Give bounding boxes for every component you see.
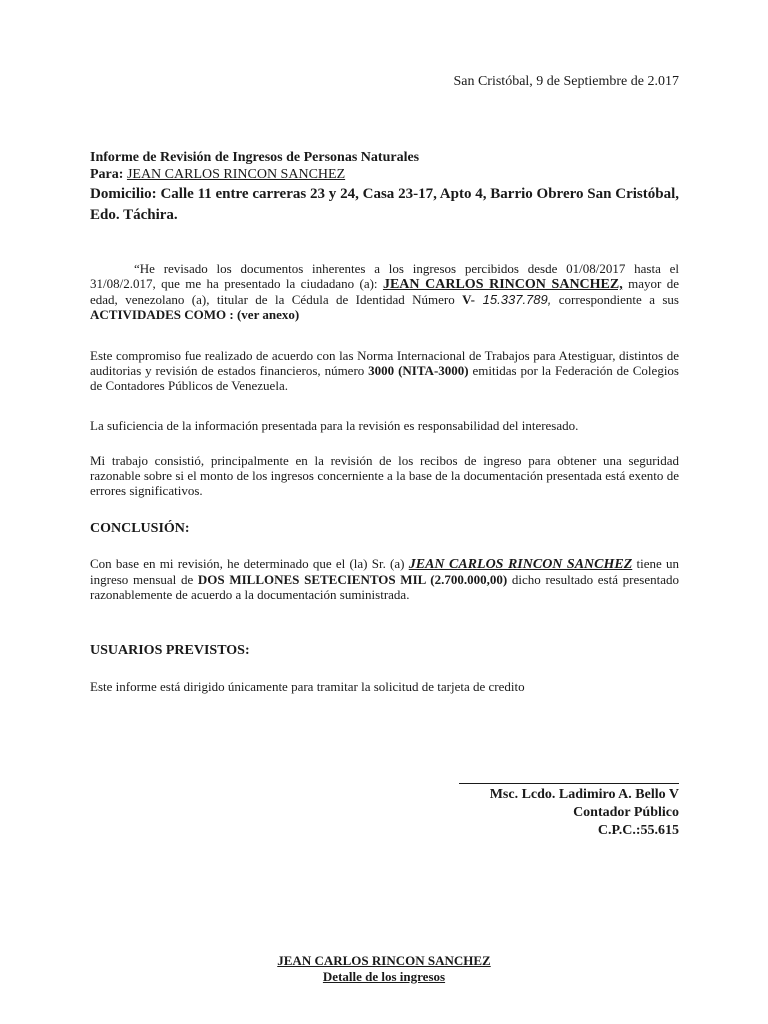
p1-text-3: correspondiente a sus xyxy=(551,292,679,307)
domicilio-line xyxy=(90,184,679,226)
usuarios-heading: USUARIOS PREVISTOS: xyxy=(90,643,250,658)
cedula-prefix: V- xyxy=(462,292,475,307)
p1-client-name: JEAN CARLOS RINCON SANCHEZ, xyxy=(382,277,623,292)
footer-block xyxy=(0,953,768,985)
conclusion-heading: CONCLUSIÓN: xyxy=(90,521,190,536)
paragraph-trabajo: Mi trabajo consistió, principalmente en la revisión de los recibos de ingreso para obtener una seguridad razonable sobre si el monto de los ingresos concerniente a la base de la documentación presentada está exento de errores significativos. xyxy=(90,453,679,498)
p2-text-1: Este compromiso fue realizado de acuerdo con las Norma Internacional de Trabajos para Atestiguar, distintos de auditorias y revisión de estados financieros, número xyxy=(90,348,679,378)
signer-cpc: C.P.C.:55.615 xyxy=(597,823,679,838)
actividades-label: ACTIVIDADES COMO : (ver anexo) xyxy=(90,307,300,322)
footer-subtitle: Detalle de los ingresos xyxy=(322,969,446,984)
p2-text-2: emitidas por la Federación de Colegios de Contadores Públicos de Venezuela. xyxy=(90,363,679,393)
paragraph-review xyxy=(90,261,679,322)
p5-text-3: dicho resultado está presentado razonablemente de acuerdo a la documentación suministrada. xyxy=(90,572,679,602)
recipient-line xyxy=(90,166,679,183)
signature-line xyxy=(459,783,679,784)
paragraph-conclusion xyxy=(90,556,679,602)
para-label: Para: xyxy=(90,167,124,182)
recipient-name: JEAN CARLOS RINCON SANCHEZ xyxy=(126,167,346,182)
paragraph-usuarios: Este informe está dirigido únicamente para tramitar la solicitud de tarjeta de credito xyxy=(90,679,525,694)
cedula-number: 15.337.789, xyxy=(474,292,552,307)
paragraph-suficiencia: La suficiencia de la información presentada para la revisión es responsabilidad del interesado. xyxy=(90,418,579,433)
p1-text-1: “He revisado los documentos inherentes a los ingresos percibidos desde 01/08/2017 hasta el 31/08/2.017, que me ha presentado la ciudadano (a): xyxy=(90,261,679,291)
domicilio-label: Domicilio: xyxy=(90,186,157,202)
signer-name: Msc. Lcdo. Ladimiro A. Bello V xyxy=(489,787,679,802)
nita-reference: 3000 (NITA-3000) xyxy=(368,363,469,378)
paragraph-norma xyxy=(90,348,679,393)
p5-text-1: Con base en mi revisión, he determinado que el (la) Sr. (a) xyxy=(90,556,409,571)
p1-text-2: mayor de edad, venezolano (a), titular de la Cédula de Identidad Número xyxy=(90,276,679,307)
domicilio-text: Calle 11 entre carreras 23 y 24, Casa 23-17, Apto 4, Barrio Obrero San Cristóbal, Edo. Táchira. xyxy=(90,186,680,223)
report-header xyxy=(90,149,679,226)
report-title: Informe de Revisión de Ingresos de Personas Naturales xyxy=(90,150,420,165)
income-amount: DOS MILLONES SETECIENTOS MIL (2.700.000,00) xyxy=(197,572,508,587)
footer-client-name: JEAN CARLOS RINCON SANCHEZ xyxy=(277,953,491,968)
p5-text-2: tiene un ingreso mensual de xyxy=(90,556,680,587)
signer-title: Contador Público xyxy=(573,805,679,820)
signature-block xyxy=(490,786,679,840)
date-line: San Cristóbal, 9 de Septiembre de 2.017 xyxy=(453,74,679,89)
p5-client-name: JEAN CARLOS RINCON SANCHEZ xyxy=(408,557,633,572)
